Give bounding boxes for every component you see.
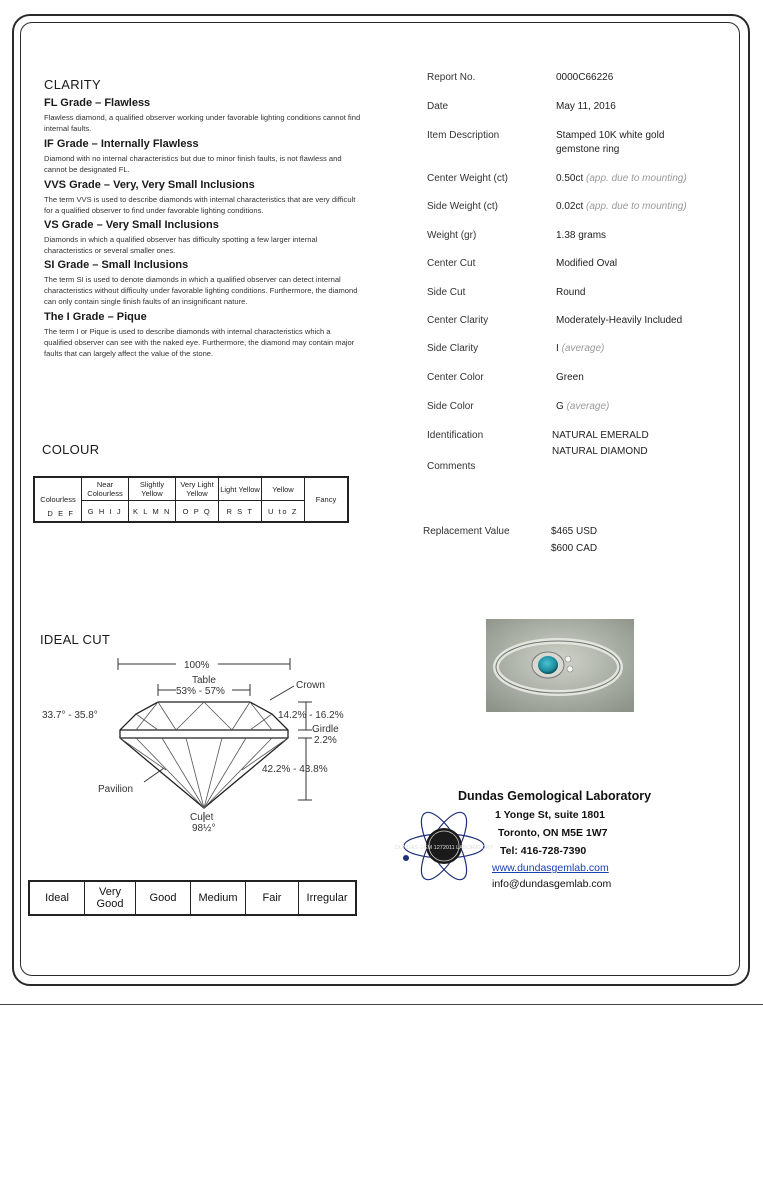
side-diamond — [567, 666, 573, 672]
ring-photo — [486, 619, 634, 712]
value-identification: NATURAL EMERALD — [552, 430, 649, 441]
colour-label-near-colourless: Near Colourless — [82, 477, 129, 501]
cut-crown-angle: 33.7° - 35.8° — [42, 710, 98, 721]
value-side-cut: Round — [556, 287, 586, 298]
cut-grade-fair: Fair — [246, 881, 299, 915]
bottom-rule — [0, 1004, 763, 1005]
label-replacement-value: Replacement Value — [423, 526, 510, 537]
label-date: Date — [427, 101, 449, 112]
value-item-description-2: gemstone ring — [556, 144, 620, 155]
lab-address-2: Toronto, ON M5E 1W7 — [498, 827, 608, 839]
grade-heading-si: SI Grade – Small Inclusions — [44, 259, 189, 271]
lab-tel: Tel: 416-728-7390 — [500, 845, 587, 857]
colour-label-very-light-yellow: Very Light Yellow — [176, 477, 219, 501]
value-center-color: Green — [556, 372, 584, 383]
label-center-weight: Center Weight (ct) — [427, 173, 508, 184]
value-item-description: Stamped 10K white gold — [556, 130, 665, 141]
grade-text-vs: Diamonds in which a qualified observer has difficulty spotting a few larger internal characteristics or several smaller ones. — [44, 235, 318, 255]
value-identification-2: NATURAL DIAMOND — [552, 446, 648, 457]
grade-heading-vs: VS Grade – Very Small Inclusions — [44, 219, 219, 231]
value-replacement-usd: $465 USD — [551, 526, 598, 537]
grade-heading-i: The I Grade – Pique — [44, 311, 147, 323]
lab-website-link[interactable]: www.dundasgemlab.com — [492, 862, 609, 874]
cut-crown-height: 14.2% - 16.2% — [278, 710, 344, 721]
grade-text-fl: Flawless diamond, a qualified observer working under favorable lighting conditions cannot find internal faults. — [44, 113, 361, 133]
cut-table-range: 53% - 57% — [176, 686, 225, 697]
diamond-facets — [120, 702, 288, 808]
label-center-clarity: Center Clarity — [427, 315, 489, 326]
cut-culet-value: 98½° — [192, 823, 216, 834]
label-comments: Comments — [427, 461, 476, 472]
grade-heading-fl: FL Grade – Flawless — [44, 97, 151, 109]
colour-grades-very-light-yellow: O P Q — [176, 501, 219, 523]
colour-label-yellow: Yellow — [262, 477, 305, 501]
cut-grade-ideal: Ideal — [29, 881, 85, 915]
label-center-cut: Center Cut — [427, 258, 476, 269]
value-date: May 11, 2016 — [556, 101, 616, 112]
colour-grades-near-colourless: G H I J — [82, 501, 129, 523]
lab-email[interactable]: info@dundasgemlab.com — [492, 878, 612, 890]
value-side-clarity: I (average) — [556, 343, 605, 354]
cut-culet-label: Culet — [190, 812, 214, 823]
grade-heading-if: IF Grade – Internally Flawless — [44, 138, 199, 150]
cut-grade-good: Good — [136, 881, 191, 915]
cut-total-label: 100% — [184, 660, 210, 671]
label-report-no: Report No. — [427, 72, 476, 83]
cut-grade-irregular: Irregular — [299, 881, 357, 915]
lab-address-1: 1 Yonge St, suite 1801 — [495, 809, 605, 821]
cut-grade-very-good: Very Good — [85, 881, 136, 915]
colour-label-fancy: Fancy — [305, 477, 349, 522]
cut-crown-label: Crown — [296, 680, 325, 691]
ideal-cut-title: IDEAL CUT — [40, 632, 111, 647]
value-center-cut: Modified Oval — [556, 258, 618, 269]
colour-label-slightly-yellow: Slightly Yellow — [129, 477, 176, 501]
label-side-weight: Side Weight (ct) — [427, 201, 498, 212]
label-center-color: Center Color — [427, 372, 484, 383]
label-side-clarity: Side Clarity — [427, 343, 479, 354]
cut-girdle-value: 2.2% — [314, 735, 337, 746]
colour-label-light-yellow: Light Yellow — [219, 477, 262, 501]
value-report-no: 0000C66226 — [556, 72, 614, 83]
side-diamond — [565, 656, 571, 662]
value-center-weight: 0.50ct (app. due to mounting) — [556, 173, 687, 184]
colour-title: COLOUR — [42, 442, 100, 457]
colour-grades-light-yellow: R S T — [219, 501, 262, 523]
ideal-cut-diagram — [36, 650, 356, 835]
value-side-color: G (average) — [556, 401, 610, 412]
colour-label-colourless: Colourless — [34, 477, 82, 522]
seal-text: DUNDAS GEM 1272011 LABORATORY — [394, 845, 494, 851]
colour-grades-colourless: D E F — [47, 509, 75, 518]
cut-girdle-label: Girdle — [312, 724, 339, 735]
label-side-cut: Side Cut — [427, 287, 466, 298]
cut-grade-table — [28, 880, 357, 916]
cut-pavilion-depth: 42.2% - 43.8% — [262, 764, 328, 775]
clarity-title: CLARITY — [44, 77, 102, 92]
lab-name: Dundas Gemological Laboratory — [458, 789, 652, 803]
label-side-color: Side Color — [427, 401, 474, 412]
cut-table-label: Table — [192, 675, 216, 686]
colour-grades-yellow: U to Z — [262, 501, 305, 523]
lab-seal-icon — [394, 798, 494, 886]
value-replacement-cad: $600 CAD — [551, 543, 598, 554]
grade-text-vvs: The term VVS is used to describe diamonds with internal characteristics that are very difficult for a qualified observer to find under favorable lighting conditions. — [44, 195, 356, 215]
colour-grades-slightly-yellow: K L M N — [129, 501, 176, 523]
cut-pavilion-label: Pavilion — [98, 784, 134, 795]
grade-text-if: Diamond with no internal characteristics but due to minor finish faults, is not flawless and cannot be designated FL. — [44, 154, 342, 174]
value-weight-gr: 1.38 grams — [556, 230, 607, 241]
label-item-description: Item Description — [427, 130, 500, 141]
label-identification: Identification — [427, 430, 484, 441]
emerald-gem — [538, 656, 558, 674]
cut-grade-medium: Medium — [191, 881, 246, 915]
grade-heading-vvs: VVS Grade – Very, Very Small Inclusions — [44, 179, 255, 191]
grade-text-si: The term SI is used to denote diamonds in which a qualified observer can detect internal characteristics without difficulty under favorable lighting conditions. Furthermore, the diamond can only contain single finish faults of an insignificant nature. — [44, 275, 358, 306]
grade-text-i: The term I or Pique is used to describe diamonds with internal characteristics which a qualified observer can see with the naked eye. Furthermore, the diamond may contain major faults that can largely affect the value of the stone. — [44, 327, 355, 358]
value-center-clarity: Moderately-Heavily Included — [556, 315, 683, 326]
label-weight-gr: Weight (gr) — [427, 230, 477, 241]
value-side-weight: 0.02ct (app. due to mounting) — [556, 201, 687, 212]
